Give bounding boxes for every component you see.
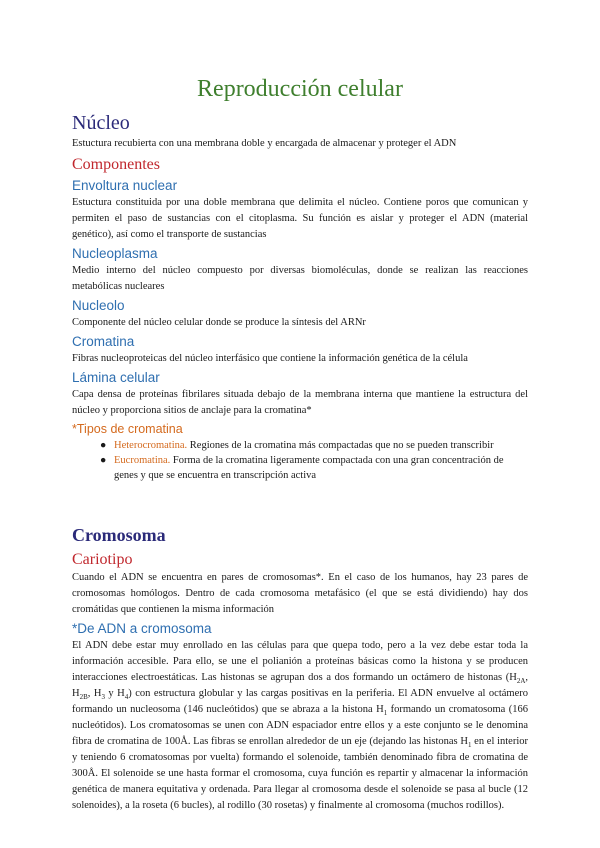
- heterocromatina-text: Regiones de la cromatina más compactadas que no se pueden transcribir: [187, 440, 494, 451]
- list-item: [100, 438, 528, 453]
- bullet-icon: ●: [100, 440, 107, 451]
- tipos-cromatina-heading: *Tipos de cromatina: [72, 422, 183, 436]
- de-adn-heading: *De ADN a cromosoma: [72, 621, 212, 636]
- cariotipo-heading: Cariotipo: [72, 551, 133, 568]
- section-cromosoma-heading: Cromosoma: [72, 525, 166, 545]
- de-adn-text: El ADN debe estar muy enrollado en las células para que quepa todo, pero a la vez debe estar toda la información accesible. Para ello, se une el polianión a proteínas básicas como la histona y se producen interacciones electroestáticas. Las histonas se agrupan dos a dos formando un octámero de histonas ($H_{2A}$, $H_{2B}$, $H_3$ y $H_4$) con estructura globular y las cargas positivas en la periferia. El ADN envuelve al octámero formando un nucleosoma (146 nucleótidos) que se abraza a la histona $H_1$ formando un cromatosoma (166 nucleótidos). Los cromatosomas se unen con ADN espaciador entre ellos y a este conjunto se le denomina fibra de cromatina de 100Å. Las fibras se enrollan alrededor de un eje (dejando las histonas $H_1$ en el interior y teniendo 6 cromatosomas por vuelta) formando el solenoide, también denominado fibra de cromatina de 300Å. El solenoide se une hasta formar el cromosoma, cuya función es repartir y almacenar la información genética de manera equitativa y ordenada. Para llegar al cromosoma desde el solenoide se pasa al bucle (12 solenoides), a la roseta (6 bucles), al rodillo (30 rosetas) y finalmente al cromosoma (muchos rodillos).: [72, 640, 528, 811]
- nucleo-intro: Estuctura recubierta con una membrana doble y encargada de almacenar y proteger el ADN: [72, 138, 457, 149]
- heterocromatina-term: Heterocromatina.: [114, 440, 188, 451]
- document-content: [72, 74, 528, 814]
- section-nucleo-heading: Núcleo: [72, 112, 130, 134]
- componentes-heading: Componentes: [72, 156, 160, 173]
- eucromatina-text: Forma de la cromatina ligeramente compactada con una gran concentración de genes y que se encuentra en transcripción activa: [114, 455, 504, 481]
- list-item: [100, 453, 528, 483]
- cromatina-text: Fibras nucleoproteicas del núcleo interfásico que contiene la información genética de la célula: [72, 353, 468, 364]
- nucleoplasma-heading: Nucleoplasma: [72, 246, 158, 261]
- nucleolo-heading: Nucleolo: [72, 298, 125, 313]
- nucleoplasma-text: Medio interno del núcleo compuesto por diversas biomoléculas, donde se realizan las reacciones metabólicas nucleares: [72, 265, 528, 292]
- nucleolo-text: Componente del núcleo celular donde se produce la síntesis del ARNr: [72, 317, 366, 328]
- cariotipo-text: Cuando el ADN se encuentra en pares de cromosomas*. En el caso de los humanos, hay 23 pares de cromosomas homólogos. Dentro de cada cromosoma metafásico (el que se está dividiendo) hay dos cromátidas que contienen la misma información: [72, 572, 528, 615]
- eucromatina-term: Eucromatina.: [114, 455, 171, 466]
- lamina-text: Capa densa de proteínas fibrilares situada debajo de la membrana interna que mantiene la estructura del núcleo y proporciona sitios de anclaje para la cromatina*: [72, 389, 528, 416]
- envoltura-heading: Envoltura nuclear: [72, 178, 178, 193]
- envoltura-text: Estuctura constituida por una doble membrana que delimita el núcleo. Contiene poros que comunican y permiten el paso de sustancias con el citoplasma. Su función es aislar y proteger el ADN (material genético), así como el transporte de sustancias: [72, 197, 528, 240]
- cromatina-heading: Cromatina: [72, 334, 135, 349]
- tipos-cromatina-list: [72, 438, 528, 483]
- page-title: Reproducción celular: [197, 76, 403, 102]
- section-spacer: [72, 483, 528, 523]
- bullet-icon: ●: [100, 455, 107, 466]
- lamina-heading: Lámina celular: [72, 370, 160, 385]
